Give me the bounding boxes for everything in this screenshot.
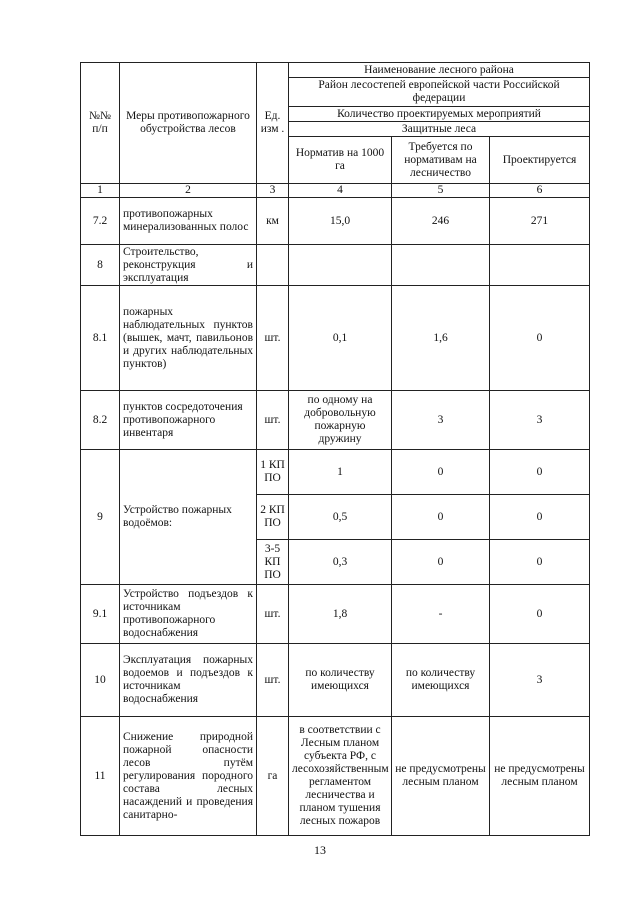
row-projected: 271 — [490, 198, 590, 245]
row-projected: не предусмотрены лесным планом — [490, 717, 590, 836]
row-norm: 0,5 — [289, 495, 392, 540]
col-index: 1 — [81, 184, 120, 198]
row-name: Строительство, реконструкция и эксплуатация — [120, 245, 257, 286]
row-unit: 1 КП ПО — [257, 450, 289, 495]
header-region: Район лесостепей европейской части Российской федерации — [289, 78, 590, 107]
row-required: 0 — [392, 450, 490, 495]
header-measures: Меры противопожарного обустройства лесов — [120, 63, 257, 184]
row-name: Устройство подъездов к источникам противопожарного водоснабжения — [120, 585, 257, 644]
row-num: 9.1 — [81, 585, 120, 644]
row-num: 8.1 — [81, 286, 120, 391]
col-index: 5 — [392, 184, 490, 198]
row-unit: км — [257, 198, 289, 245]
row-required: 0 — [392, 495, 490, 540]
row-name: Снижение природной пожарной опасности лесов путём регулирования породного состава лесных насаждений и проведения санитарно- — [120, 717, 257, 836]
row-required: по количеству имеющихся — [392, 644, 490, 717]
row-required: 0 — [392, 540, 490, 585]
row-required: - — [392, 585, 490, 644]
col-index: 6 — [490, 184, 590, 198]
row-num: 9 — [81, 450, 120, 585]
row-required: 1,6 — [392, 286, 490, 391]
row-unit: 2 КП ПО — [257, 495, 289, 540]
row-name: Устройство пожарных водоёмов: — [120, 450, 257, 585]
col-index: 4 — [289, 184, 392, 198]
table-row — [81, 450, 590, 495]
row-norm: по одному на добровольную пожарную дружину — [289, 391, 392, 450]
row-norm: 1,8 — [289, 585, 392, 644]
row-num: 10 — [81, 644, 120, 717]
row-num: 7.2 — [81, 198, 120, 245]
page-number: 13 — [314, 843, 326, 857]
table-row — [81, 717, 590, 836]
row-unit: шт. — [257, 585, 289, 644]
row-norm: 1 — [289, 450, 392, 495]
table-row — [81, 391, 590, 450]
row-name: Эксплуатация пожарных водоемов и подъездов к источникам водоснабжения — [120, 644, 257, 717]
row-required: 3 — [392, 391, 490, 450]
row-required: не предусмотрены лесным планом — [392, 717, 490, 836]
header-quantity: Количество проектируемых мероприятий — [289, 107, 590, 122]
row-norm: в соответствии с Лесным планом субъекта РФ, с лесохозяйственным регламентом лесничества и планом тушения лесных пожаров — [289, 717, 392, 836]
row-required: 246 — [392, 198, 490, 245]
row-projected: 3 — [490, 644, 590, 717]
table-row — [81, 286, 590, 391]
row-norm: по количеству имеющихся — [289, 644, 392, 717]
table-row — [81, 644, 590, 717]
row-name: пожарных наблюдательных пунктов (вышек, мачт, павильонов и других наблюдательных пунктов) — [120, 286, 257, 391]
table-row — [81, 585, 590, 644]
row-num: 11 — [81, 717, 120, 836]
row-projected: 3 — [490, 391, 590, 450]
row-unit: шт. — [257, 391, 289, 450]
row-unit: шт. — [257, 286, 289, 391]
header-forest-type: Защитные леса — [289, 122, 590, 137]
measures-table — [80, 62, 590, 836]
row-name: пунктов сосредоточения противопожарного инвентаря — [120, 391, 257, 450]
row-projected: 0 — [490, 495, 590, 540]
row-projected: 0 — [490, 540, 590, 585]
row-num: 8.2 — [81, 391, 120, 450]
header-col-projected: Проектируется — [490, 137, 590, 184]
row-unit: га — [257, 717, 289, 836]
row-name: противопожарных минерализованных полос — [120, 198, 257, 245]
row-norm: 0,1 — [289, 286, 392, 391]
row-num: 8 — [81, 245, 120, 286]
header-col-required: Требуется по нормативам на лесничество — [392, 137, 490, 184]
header-unit: Ед. изм . — [257, 63, 289, 184]
col-index: 2 — [120, 184, 257, 198]
table-row — [81, 198, 590, 245]
row-norm: 0,3 — [289, 540, 392, 585]
row-unit: шт. — [257, 644, 289, 717]
row-projected: 0 — [490, 286, 590, 391]
row-norm: 15,0 — [289, 198, 392, 245]
header-region-name: Наименование лесного района — [289, 63, 590, 78]
row-projected: 0 — [490, 450, 590, 495]
row-unit: 3-5 КП ПО — [257, 540, 289, 585]
header-num: №№ п/п — [81, 63, 120, 184]
header-col-norm: Норматив на 1000 га — [289, 137, 392, 184]
row-projected: 0 — [490, 585, 590, 644]
col-index: 3 — [257, 184, 289, 198]
table-row — [81, 245, 590, 286]
